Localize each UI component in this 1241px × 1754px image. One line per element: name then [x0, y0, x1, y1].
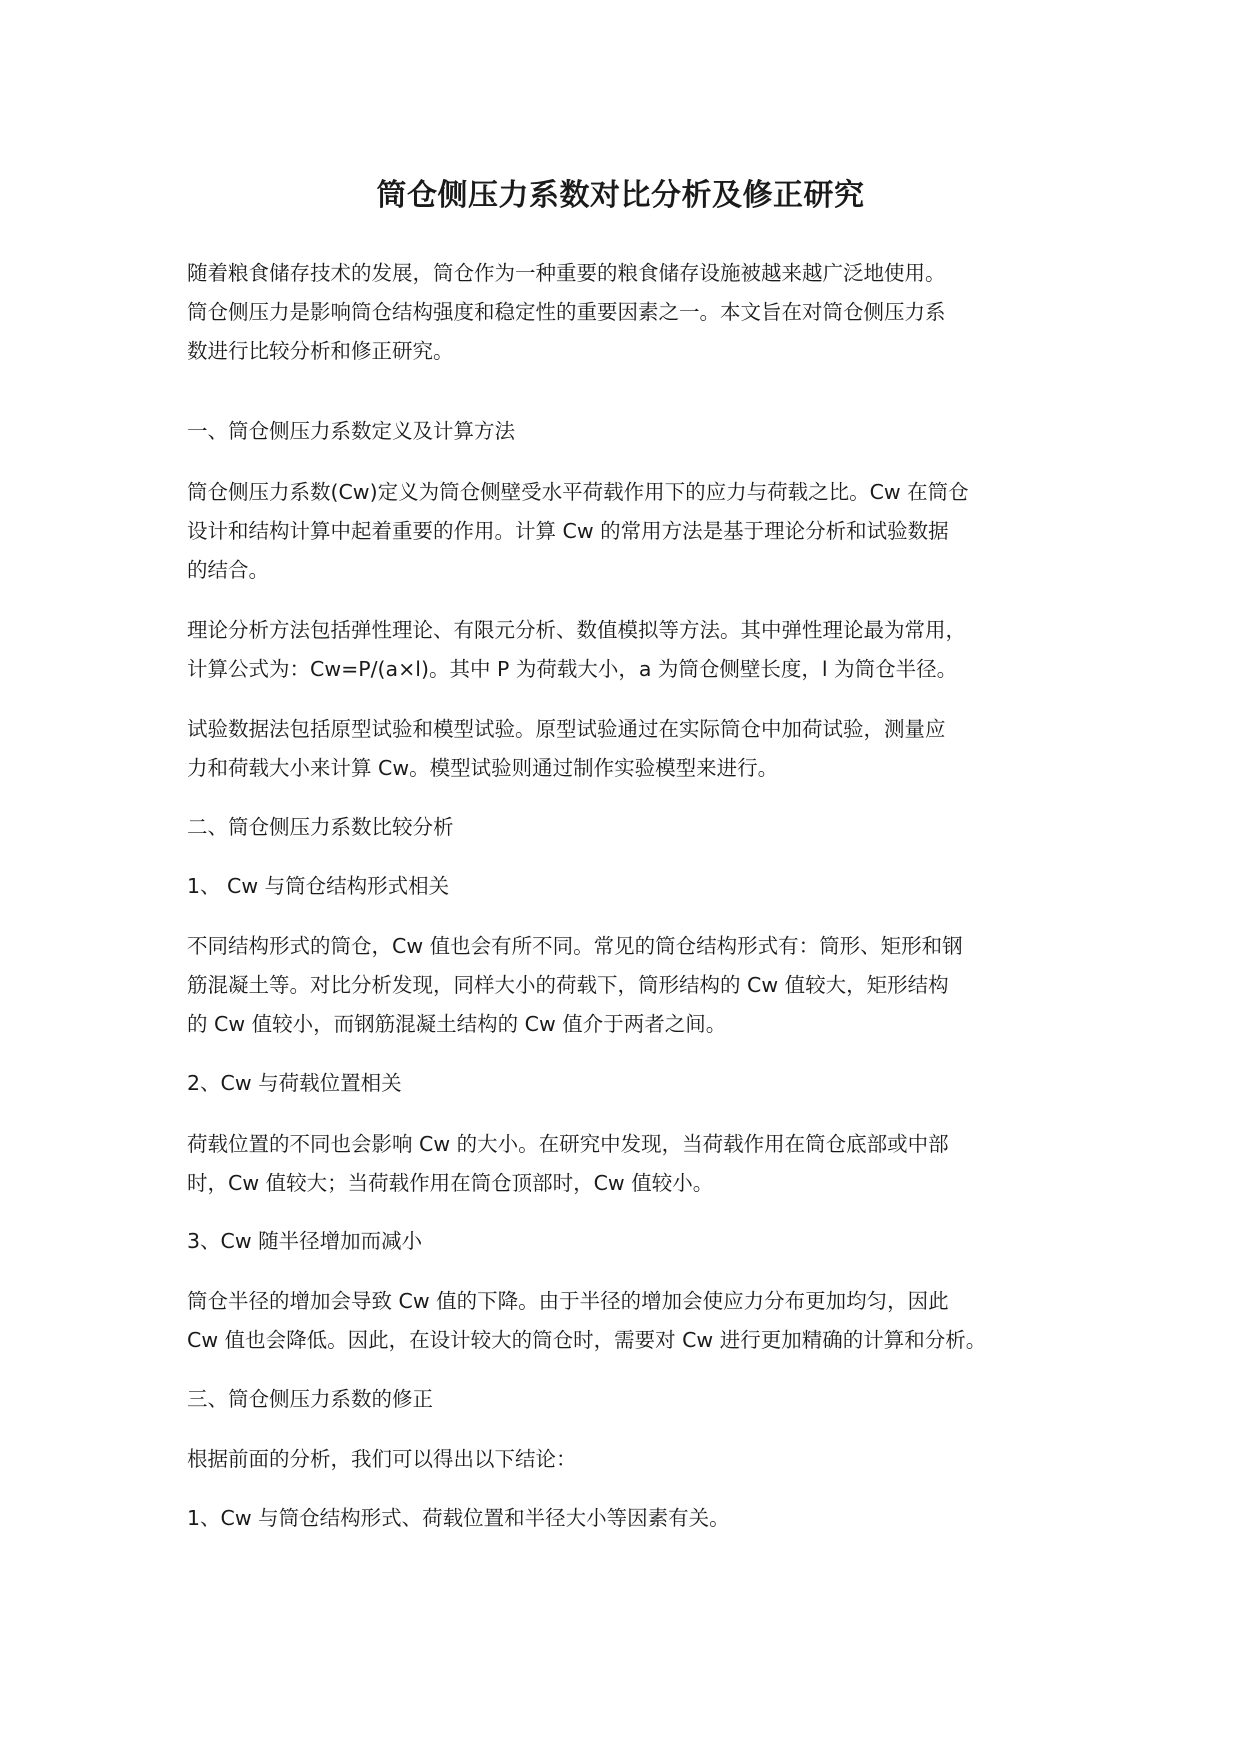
intro-paragraph [187, 254, 1067, 371]
text-line: 力和荷载大小来计算 Cw。模型试验则通过制作实验模型来进行。 [187, 756, 779, 780]
text-line: Cw 值也会降低。因此，在设计较大的筒仓时，需要对 Cw 进行更加精确的计算和分析。 [187, 1328, 987, 1352]
text-line: 1、 Cw 与筒仓结构形式相关 [187, 874, 450, 898]
body-paragraph [187, 927, 1067, 1044]
document-title: 筒仓侧压力系数对比分析及修正研究 [376, 178, 865, 213]
text-line: 随着粮食储存技术的发展，筒仓作为一种重要的粮食储存设施被越来越广泛地使用。 [187, 261, 946, 285]
subsection-heading [187, 1064, 1067, 1103]
text-line: 理论分析方法包括弹性理论、有限元分析、数值模拟等方法。其中弹性理论最为常用， [187, 618, 966, 642]
text-line: 的 Cw 值较小，而钢筋混凝土结构的 Cw 值介于两者之间。 [187, 1012, 727, 1036]
text-line: 时，Cw 值较大；当荷载作用在筒仓顶部时，Cw 值较小。 [187, 1171, 714, 1195]
text-line: 荷载位置的不同也会影响 Cw 的大小。在研究中发现，当荷载作用在筒仓底部或中部 [187, 1132, 949, 1156]
text-line: 筒仓半径的增加会导致 Cw 值的下降。由于半径的增加会使应力分布更加均匀，因此 [187, 1289, 949, 1313]
text-line: 设计和结构计算中起着重要的作用。计算 Cw 的常用方法是基于理论分析和试验数据 [187, 519, 949, 543]
body-paragraph [187, 473, 1067, 590]
body-paragraph [187, 611, 1067, 689]
text-line: 根据前面的分析，我们可以得出以下结论： [187, 1447, 577, 1471]
body-paragraph [187, 1282, 1067, 1360]
list-item [187, 1499, 1067, 1538]
text-line: 二、筒仓侧压力系数比较分析 [187, 815, 454, 839]
text-line: 三、筒仓侧压力系数的修正 [187, 1387, 433, 1411]
text-line: 计算公式为：Cw=P/(a×l)。其中 P 为荷载大小，a 为筒仓侧壁长度，l 为筒仓半径。 [187, 657, 958, 681]
section-heading [187, 808, 1067, 847]
text-line: 不同结构形式的筒仓，Cw 值也会有所不同。常见的筒仓结构形式有：筒形、矩形和钢 [187, 934, 963, 958]
subsection-heading [187, 867, 1067, 906]
text-line: 一、筒仓侧压力系数定义及计算方法 [187, 419, 515, 443]
text-line: 筒仓侧压力系数(Cw)定义为筒仓侧壁受水平荷载作用下的应力与荷载之比。Cw 在筒仓 [187, 480, 969, 504]
text-line: 筋混凝土等。对比分析发现，同样大小的荷载下，筒形结构的 Cw 值较大，矩形结构 [187, 973, 949, 997]
section-heading [187, 412, 1067, 451]
text-line: 试验数据法包括原型试验和模型试验。原型试验通过在实际筒仓中加荷试验，测量应 [187, 717, 946, 741]
text-line: 1、Cw 与筒仓结构形式、荷载位置和半径大小等因素有关。 [187, 1506, 730, 1530]
text-line: 2、Cw 与荷载位置相关 [187, 1071, 402, 1095]
text-line: 筒仓侧压力是影响筒仓结构强度和稳定性的重要因素之一。本文旨在对筒仓侧压力系 [187, 300, 946, 324]
body-paragraph [187, 1440, 1067, 1479]
body-paragraph [187, 710, 1067, 788]
text-line: 的结合。 [187, 558, 269, 582]
subsection-heading [187, 1222, 1067, 1261]
text-line: 数进行比较分析和修正研究。 [187, 339, 454, 363]
body-paragraph [187, 1125, 1067, 1203]
text-line: 3、Cw 随半径增加而减小 [187, 1229, 423, 1253]
section-heading [187, 1380, 1067, 1419]
